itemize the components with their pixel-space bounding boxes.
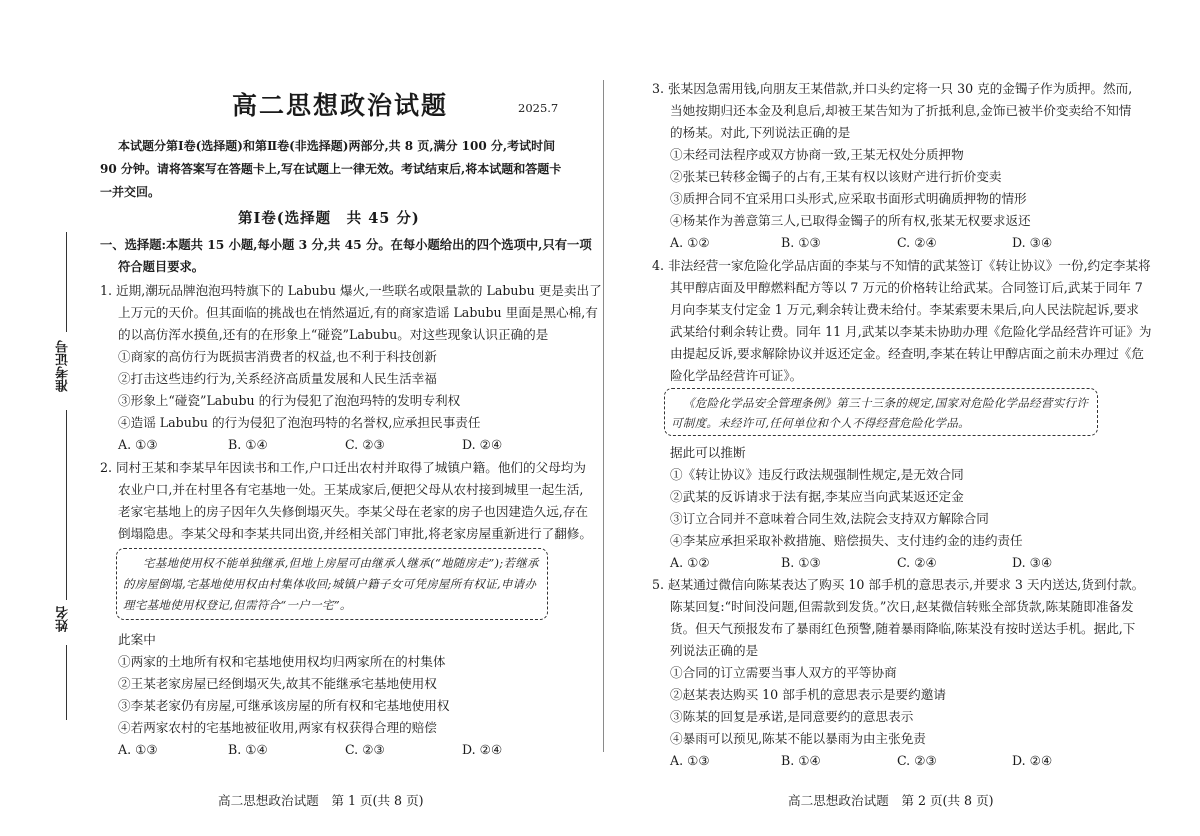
exam-date: 2025.7 <box>518 101 559 115</box>
q2-option-d: D. ②④ <box>462 742 503 757</box>
q1-option-c: C. ②③ <box>345 437 385 452</box>
q4-option-c: C. ②④ <box>897 555 937 570</box>
q4-lead: 据此可以推断 <box>670 445 746 460</box>
q1-stem-line: 的以高仿浑水摸鱼,还有的在形象上“碰瓷”Labubu。对这些现象认识正确的是 <box>118 327 549 342</box>
q4-item: ③订立合同并不意味着合同生效,法院会支持双方解除合同 <box>670 511 989 526</box>
q2-item: ③李某老家仍有房屋,可继承该房屋的所有权和宅基地使用权 <box>118 698 450 713</box>
q3-option-d: D. ③④ <box>1012 235 1053 250</box>
section-title: 第Ⅰ卷(选择题 共 45 分) <box>238 210 420 227</box>
q5-option-d: D. ②④ <box>1012 753 1053 768</box>
q2-box-line: 理宅基地使用权登记,但需符合“一户一宅”。 <box>123 598 352 612</box>
q3-item: ③质押合同不宜采用口头形式,应采取书面形式明确质押物的情形 <box>670 191 1027 206</box>
q2-item: ②王某老家房屋已经倒塌灭失,故其不能继承宅基地使用权 <box>118 676 437 691</box>
q3-option-c: C. ②④ <box>897 235 937 250</box>
q5-option-b: B. ①④ <box>781 753 821 768</box>
instructions-line: 一、选择题:本题共 15 小题,每小题 3 分,共 45 分。在每小题给出的四个选项中,只有一项 <box>100 237 592 252</box>
q5-stem-line: 5. 赵某通过微信向陈某表达了购买 10 部手机的意思表示,并要求 3 天内送达,货到付款。 <box>652 577 1145 592</box>
q5-stem-line: 货。但天气预报发布了暴雨红色预警,随着暴雨降临,陈某没有按时送达手机。据此,下 <box>670 621 1136 636</box>
intro-line: 90 分钟。请将答案写在答题卡上,写在试题上一律无效。考试结束后,将本试题和答题卡 <box>100 162 562 176</box>
q1-item: ①商家的高仿行为既损害消费者的权益,也不利于科技创新 <box>118 349 437 364</box>
q4-stem-line: 武某给付剩余转让费。同年 11 月,武某以李某未协助办理《危险化学品经营许可证》为 <box>670 324 1152 339</box>
q4-option-d: D. ③④ <box>1012 555 1053 570</box>
q2-option-c: C. ②③ <box>345 742 385 757</box>
q2-item: ①两家的土地所有权和宅基地使用权均归两家所在的村集体 <box>118 654 446 669</box>
q4-stem-line: 月向李某支付定金 1 万元,剩余转让费未给付。李某索要未果后,向人民法院起诉,要求 <box>670 302 1139 317</box>
page-footer-right: 高二思想政治试题 第 2 页(共 8 页) <box>788 793 994 808</box>
exam-title: 高二思想政治试题 <box>232 91 449 120</box>
intro-line: 一并交回。 <box>100 185 161 199</box>
q4-item: ②武某的反诉请求于法有据,李某应当向武某返还定金 <box>670 489 964 504</box>
q3-stem-line: 3. 张某因急需用钱,向朋友王某借款,并口头约定将一只 30 克的金镯子作为质押。然而, <box>652 81 1133 96</box>
q2-stem-line: 农业户口,并在村里各有宅基地一处。王某成家后,便把父母从农村接到城里一起生活, <box>118 482 584 497</box>
q4-item: ①《转让协议》违反行政法规强制性规定,是无效合同 <box>670 467 964 482</box>
q4-item: ④李某应承担采取补救措施、赔偿损失、支付违约金的违约责任 <box>670 533 1023 548</box>
q3-option-b: B. ①③ <box>781 235 821 250</box>
name-label: 姓名 <box>56 606 71 632</box>
q1-stem-line: 上万元的天价。但其面临的挑战也在悄然逼近,有的商家造谣 Labubu 里面是黑心棉,有 <box>118 305 598 320</box>
instructions-line: 符合题目要求。 <box>118 259 205 274</box>
q4-stem-line: 险化学品经营许可证》。 <box>670 368 803 383</box>
binding-line-bottom <box>66 645 67 720</box>
q1-option-b: B. ①④ <box>228 437 268 452</box>
q2-box-line: 宅基地使用权不能单独继承,但地上房屋可由继承人继承(“地随房走”);若继承 <box>143 556 539 570</box>
q3-item: ①未经司法程序或双方协商一致,王某无权处分质押物 <box>670 147 964 162</box>
q2-option-b: B. ①④ <box>228 742 268 757</box>
q1-option-a: A. ①③ <box>118 437 158 452</box>
q1-option-d: D. ②④ <box>462 437 503 452</box>
q5-item: ④暴雨可以预见,陈某不能以暴雨为由主张免责 <box>670 731 926 746</box>
q5-item: ③陈某的回复是承诺,是同意要约的意思表示 <box>670 709 914 724</box>
exam-id-write-line <box>66 410 67 600</box>
q4-option-a: A. ①② <box>670 555 710 570</box>
q1-item: ③形象上“碰瓷”Labubu 的行为侵犯了泡泡玛特的发明专利权 <box>118 393 461 408</box>
q2-box-line: 的房屋倒塌,宅基地使用权由村集体收回;城镇户籍子女可凭房屋所有权证,申请办 <box>123 577 537 591</box>
q4-option-b: B. ①③ <box>781 555 821 570</box>
q4-material-box <box>664 388 1098 436</box>
q5-option-c: C. ②③ <box>897 753 937 768</box>
q5-option-a: A. ①③ <box>670 753 710 768</box>
q2-stem-line: 老家宅基地上的房子因年久失修倒塌灭失。李某父母在老家的房子也因建造久远,存在 <box>118 504 588 519</box>
q4-box-line: 可制度。未经许可,任何单位和个人不得经营危险化学品。 <box>671 416 970 430</box>
q5-item: ①合同的订立需要当事人双方的平等协商 <box>670 665 897 680</box>
q2-lead: 此案中 <box>118 632 156 647</box>
q2-option-a: A. ①③ <box>118 742 158 757</box>
binding-line-top <box>66 232 67 332</box>
q2-item: ④若两家农村的宅基地被征收用,两家有权获得合理的赔偿 <box>118 720 437 735</box>
q4-stem-line: 由提起反诉,要求解除协议并返还定金。经查明,李某在转让甲醇店面之前未办理过《危 <box>670 346 1144 361</box>
q3-option-a: A. ①② <box>670 235 710 250</box>
q3-stem-line: 的杨某。对此,下列说法正确的是 <box>670 125 851 140</box>
binding-margin <box>0 0 80 836</box>
q2-material-box <box>116 548 548 620</box>
page-footer-left: 高二思想政治试题 第 1 页(共 8 页) <box>218 793 424 808</box>
q5-stem-line: 陈某回复:“时间没问题,但需款到发货。”次日,赵某微信转账全部货款,陈某随即准备发 <box>670 599 1134 614</box>
q1-item: ④造谣 Labubu 的行为侵犯了泡泡玛特的名誉权,应承担民事责任 <box>118 415 481 430</box>
q4-stem-line: 其甲醇店面及甲醇燃料配方等以 7 万元的价格转让给武某。合同签订后,武某于同年 7 <box>670 280 1143 295</box>
q3-item: ④杨某作为善意第三人,已取得金镯子的所有权,张某无权要求返还 <box>670 213 1031 228</box>
q2-stem-line: 倒塌隐患。李某父母和李某共同出资,并经相关部门审批,将老家房屋重新进行了翻修。 <box>118 526 592 541</box>
q3-item: ②张某已转移金镯子的占有,王某有权以该财产进行折价变卖 <box>670 169 1002 184</box>
q1-stem-line: 1. 近期,潮玩品牌泡泡玛特旗下的 Labubu 爆火,一些联名或限量款的 Labubu 更是卖出了 <box>100 283 602 298</box>
q4-box-line: 《危险化学品安全管理条例》第三十三条的规定,国家对危险化学品经营实行许 <box>683 396 1089 410</box>
intro-line: 本试题分第Ⅰ卷(选择题)和第Ⅱ卷(非选择题)两部分,共 8 页,满分 100 分,考试时间 <box>118 139 556 153</box>
q4-stem-line: 4. 非法经营一家危险化学品店面的李某与不知情的武某签订《转让协议》一份,约定李某将 <box>652 258 1151 273</box>
q5-stem-line: 列说法正确的是 <box>670 643 759 658</box>
q3-stem-line: 当她按期归还本金及利息后,却被王某告知为了折抵利息,金饰已被半价变卖给不知情 <box>670 103 1132 118</box>
exam-id-label: 准考证号 <box>56 340 71 392</box>
q5-item: ②赵某表达购买 10 部手机的意思表示是要约邀请 <box>670 687 946 702</box>
q2-stem-line: 2. 同村王某和李某早年因读书和工作,户口迁出农村并取得了城镇户籍。他们的父母均为 <box>100 460 586 475</box>
page-divider <box>603 80 604 752</box>
q1-item: ②打击这些违约行为,关系经济高质量发展和人民生活幸福 <box>118 371 437 386</box>
